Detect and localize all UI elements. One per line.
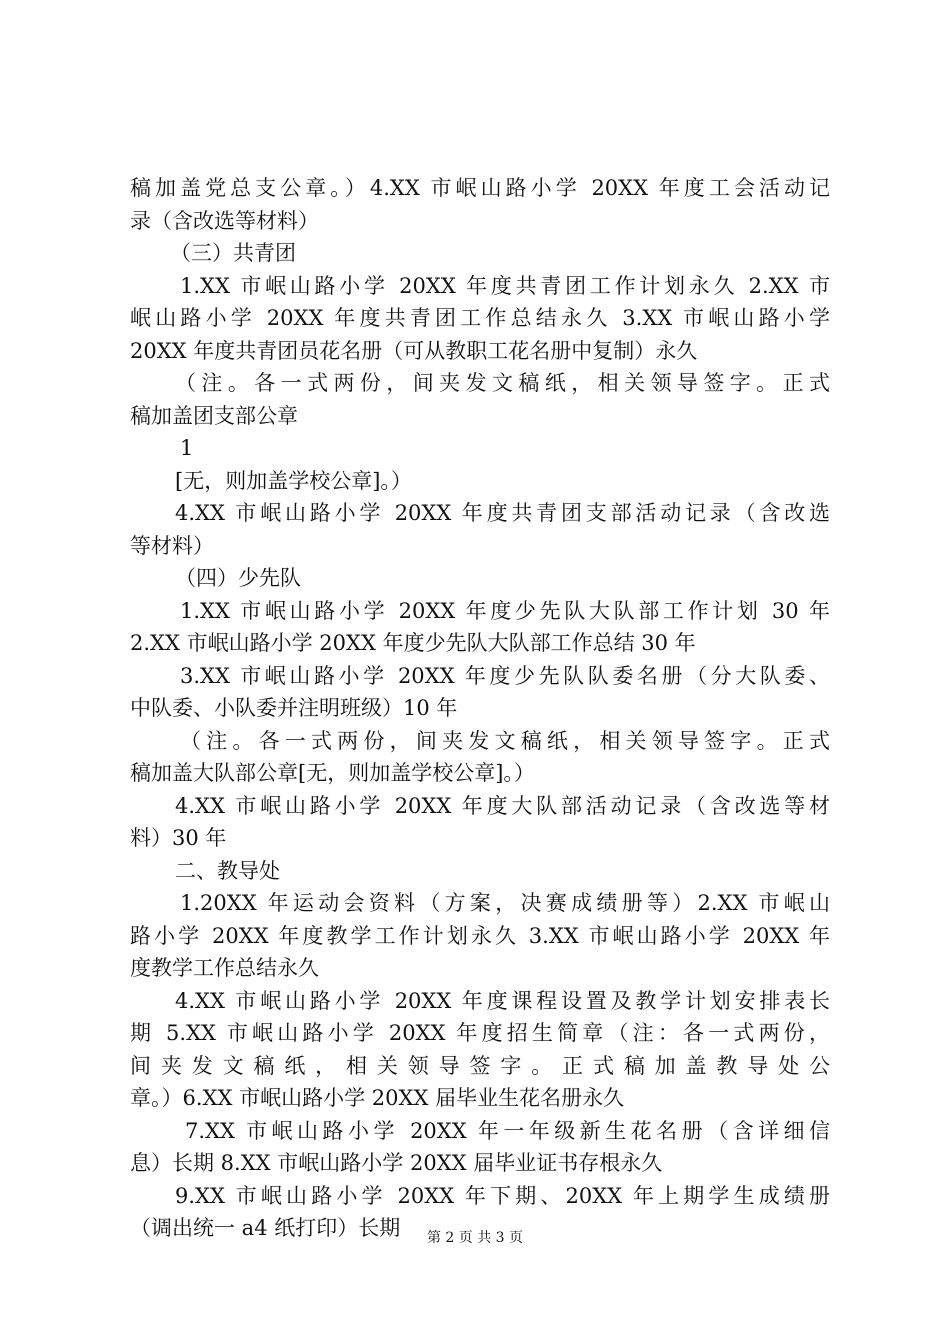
text-line: 章。）6.XX 市岷山路小学 20XX 届毕业生花名册永久 (130, 1086, 625, 1110)
text-line: 1.20XX 年运动会资料（方案，决赛成绩册等）2.XX 市岷山 (180, 891, 830, 915)
text-line: 岷山路小学 20XX 年度共青团工作总结永久 3.XX 市岷山路小学 (130, 306, 830, 330)
text-line: 息）长期 8.XX 市岷山路小学 20XX 届毕业证书存根永久 (130, 1151, 663, 1175)
text-line: 等材料） (130, 533, 214, 558)
text-line: （注。各一式两份，间夹发文稿纸，相关领导签字。正式 (180, 728, 830, 753)
text-line: 4.XX 市岷山路小学 20XX 年度大队部活动记录（含改选等材 (175, 793, 830, 818)
text-line: 2.XX 市岷山路小学 20XX 年度少先队大队部工作总结 30 年 (130, 631, 696, 655)
text-line: 4.XX 市岷山路小学 20XX 年度共青团支部活动记录（含改选 (175, 501, 830, 525)
text-line: 中队委、小队委并注明班级）10 年 (130, 696, 458, 720)
text-line: 间夹发文稿纸，相关领导签字。正式稿加盖教导处公 (130, 1053, 830, 1078)
text-line: 期 5.XX 市岷山路小学 20XX 年度招生简章（注：各一式两份， (130, 1021, 830, 1045)
text-line: 录（含改选等材料） (130, 208, 319, 233)
text-line: （注。各一式两份，间夹发文稿纸，相关领导签字。正式 (175, 371, 830, 395)
text-line: （四）少先队 (175, 566, 301, 590)
text-line: 7.XX 市岷山路小学 20XX 年一年级新生花名册（含详细信 (185, 1118, 830, 1143)
text-line: （三）共青团 (170, 241, 296, 265)
text-line: 1.XX 市岷山路小学 20XX 年度共青团工作计划永久 2.XX 市 (180, 273, 830, 298)
text-line: 3.XX 市岷山路小学 20XX 年度少先队队委名册（分大队委、 (180, 663, 830, 688)
document-body (130, 172, 830, 1245)
text-line: 二、教导处 (175, 858, 280, 883)
text-line: （调出统一 a4 纸打印）长期 (130, 1216, 401, 1240)
text-line: 料）30 年 (130, 826, 227, 850)
text-line: 稿加盖大队部公章[无，则加盖学校公章]。） (130, 761, 535, 785)
text-line: 1.XX 市岷山路小学 20XX 年度少先队大队部工作计划 30 年 (180, 598, 830, 623)
text-line: 9.XX 市岷山路小学 20XX 年下期、20XX 年上期学生成绩册 (175, 1183, 830, 1208)
text-line: 稿加盖党总支公章。）4.XX 市岷山路小学 20XX 年度工会活动记 (130, 176, 830, 200)
text-line: 度教学工作总结永久 (130, 956, 319, 980)
text-line: [无，则加盖学校公章]。） (175, 468, 412, 493)
text-line: 4.XX 市岷山路小学 20XX 年度课程设置及教学计划安排表长 (175, 988, 830, 1013)
page-footer: 第 2 页 共 3 页 (426, 1230, 524, 1246)
text-line: 1 (180, 436, 194, 460)
text-line: 稿加盖团支部公章 (130, 403, 298, 428)
text-line: 路小学 20XX 年度教学工作计划永久 3.XX 市岷山路小学 20XX 年 (130, 923, 830, 948)
text-line: 20XX 年度共青团员花名册（可从教职工花名册中复制）永久 (130, 338, 698, 363)
